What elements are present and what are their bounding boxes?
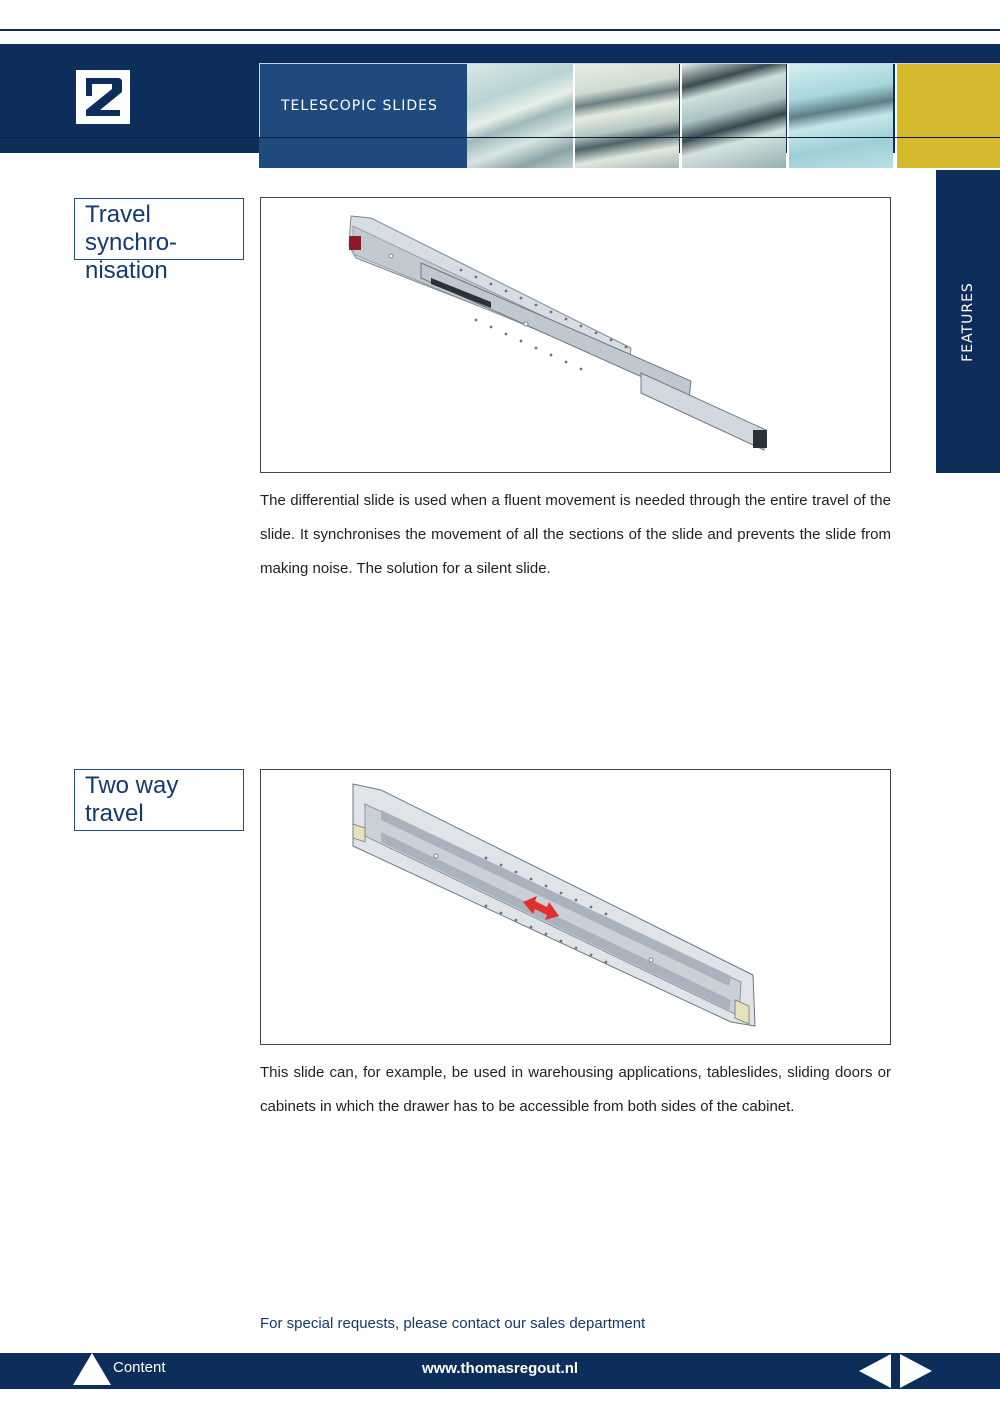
triangle-left-icon[interactable] [859,1354,891,1388]
contact-note: For special requests, please contact our sales department [260,1315,646,1332]
heading-line: travel [85,800,144,827]
section-heading-travel-synchronisation [74,198,244,284]
company-logo-icon [76,70,130,124]
photo-tile [680,64,786,168]
header-divider [0,137,1000,138]
differential-slide-illustration [261,198,891,473]
top-rule [0,29,1000,31]
heading-line: nisation [85,257,168,284]
heading-line: Two way [85,772,179,799]
section-heading-two-way-travel [74,769,244,831]
photo-tile [787,64,893,168]
header-photo-strip [467,63,895,168]
paragraph-travel-synchronisation: The differential slide is used when a fluent movement is needed through the entire travel of the slide. It synchronises the movement of all the sections of the slide and prevents the slide from making noise. The solution for a silent slide. [260,492,891,577]
photo-tile [573,64,679,168]
photo-tile [467,64,573,168]
content-link[interactable]: Content [113,1359,166,1376]
accent-block [895,63,1000,168]
differential-slide-figure [260,197,891,473]
side-tab-label: FEATURES [960,282,976,362]
heading-line: Travel synchro- [85,201,178,256]
two-way-slide-illustration [261,770,891,1045]
page-title: TELESCOPIC SLIDES [281,98,438,114]
two-way-slide-figure [260,769,891,1045]
title-box-lower [259,137,467,168]
triangle-right-icon[interactable] [900,1354,932,1388]
website-link[interactable]: www.thomasregout.nl [421,1360,579,1377]
paragraph-two-way-travel: This slide can, for example, be used in warehousing applications, tableslides, sliding doors or cabinets in which the drawer has to be accessible from both sides of the cabinet. [260,1064,891,1115]
